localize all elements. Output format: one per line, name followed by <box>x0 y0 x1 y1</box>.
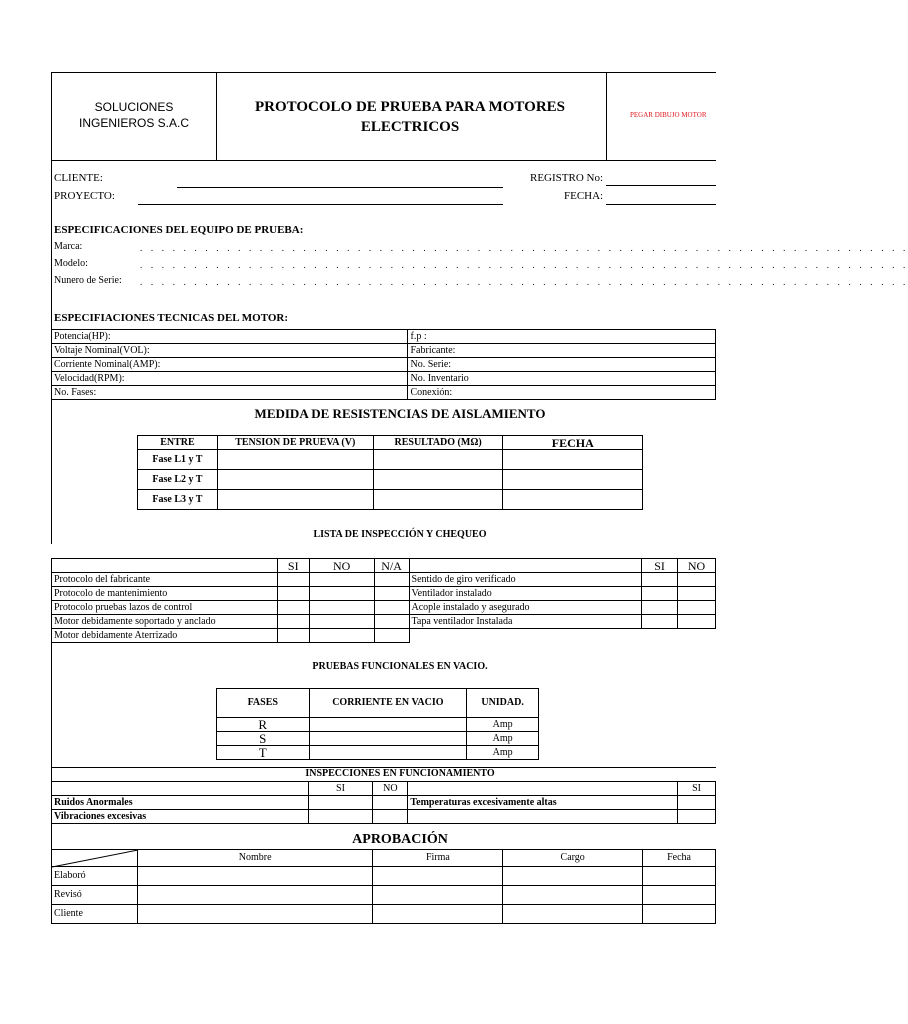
column-header: RESULTADO (MΩ) <box>373 436 503 450</box>
check-cell[interactable] <box>642 601 678 615</box>
company-name: SOLUCIONES INGENIEROS S.A.C <box>78 100 190 130</box>
check-cell[interactable] <box>374 573 409 587</box>
header-blank <box>408 782 678 796</box>
check-cell[interactable] <box>373 796 408 810</box>
header-divider-2 <box>606 72 607 160</box>
resultado-cell[interactable] <box>373 490 503 510</box>
check-cell[interactable] <box>309 629 374 643</box>
header-blank <box>52 782 309 796</box>
motor-spec-label[interactable]: No. Fases: <box>52 386 408 400</box>
header-blank <box>52 559 278 573</box>
registro-label: REGISTRO No: <box>530 172 604 184</box>
diagonal-header-cell <box>52 850 138 867</box>
fase-label: Fase L2 y T <box>138 470 218 490</box>
column-header: FASES <box>217 689 310 718</box>
equipo-dots-serie[interactable]: . . . . . . . . . . . . . . . . . . . . . . . . . . . . . . . . . . . . . . . . . . . . . . . . . . . . . . . . . . . . . . . . . . . . . . . <box>140 277 908 287</box>
column-header: SI <box>642 559 678 573</box>
check-cell[interactable] <box>373 810 408 824</box>
fase-label: Fase L1 y T <box>138 450 218 470</box>
cargo-cell[interactable] <box>503 905 643 924</box>
tension-cell[interactable] <box>217 450 373 470</box>
column-header: Cargo <box>503 850 643 867</box>
unidad-label: Amp <box>467 718 539 732</box>
motor-spec-label[interactable]: Fabricante: <box>408 344 716 358</box>
inspeccion-title: LISTA DE INSPECCIÓN Y CHEQUEO <box>313 529 487 540</box>
check-cell[interactable] <box>678 615 716 629</box>
inspection-item: Motor debidamente soportado y anclado <box>52 615 278 629</box>
motor-spec-label[interactable]: Voltaje Nominal(VOL): <box>52 344 408 358</box>
approval-role: Cliente <box>52 905 138 924</box>
table-header-row <box>52 850 716 867</box>
cargo-cell[interactable] <box>503 886 643 905</box>
corriente-cell[interactable] <box>309 746 467 760</box>
equipo-field-serie: Nunero de Serie: <box>54 275 122 286</box>
cliente-label: CLIENTE: <box>54 172 103 184</box>
column-header: N/A <box>374 559 409 573</box>
resultado-cell[interactable] <box>373 470 503 490</box>
check-cell[interactable] <box>642 573 678 587</box>
equipo-dots-modelo[interactable]: . . . . . . . . . . . . . . . . . . . . . . . . . . . . . . . . . . . . . . . . . . . . . . . . . . . . . . . . . . . . . . . . . . . . . . . <box>140 260 908 270</box>
inspection-item: Acople instalado y asegurado <box>409 601 642 615</box>
tension-cell[interactable] <box>217 470 373 490</box>
vacio-title: PRUEBAS FUNCIONALES EN VACIO. <box>312 661 488 672</box>
inspection-item: Tapa ventilador Instalada <box>409 615 642 629</box>
diagonal-line-icon <box>52 850 138 867</box>
fecha-cell[interactable] <box>503 450 643 470</box>
equipo-heading: ESPECIFICACIONES DEL EQUIPO DE PRUEBA: <box>54 224 304 236</box>
check-cell[interactable] <box>309 601 374 615</box>
fecha-field[interactable] <box>606 204 716 205</box>
table-row <box>52 330 716 344</box>
resultado-cell[interactable] <box>373 450 503 470</box>
check-cell[interactable] <box>374 587 409 601</box>
fecha-cell[interactable] <box>643 867 716 886</box>
inspection-item: Sentido de giro verificado <box>409 573 642 587</box>
equipo-field-modelo: Modelo: <box>54 258 88 269</box>
check-cell[interactable] <box>374 601 409 615</box>
aislamiento-table <box>137 435 643 510</box>
fecha-cell[interactable] <box>503 490 643 510</box>
nombre-cell[interactable] <box>137 905 373 924</box>
table-row <box>52 629 716 643</box>
blank-cell <box>642 629 678 643</box>
aprobacion-table <box>51 849 716 924</box>
column-header: Firma <box>373 850 503 867</box>
check-cell[interactable] <box>678 810 716 824</box>
check-cell[interactable] <box>678 573 716 587</box>
tension-cell[interactable] <box>217 490 373 510</box>
cargo-cell[interactable] <box>503 867 643 886</box>
check-cell[interactable] <box>277 573 309 587</box>
column-header: NO <box>309 559 374 573</box>
check-cell[interactable] <box>277 615 309 629</box>
column-header: Fecha <box>643 850 716 867</box>
column-header: UNIDAD. <box>467 689 539 718</box>
table-row <box>217 732 539 746</box>
table-row <box>52 886 716 905</box>
table-row <box>52 867 716 886</box>
table-row <box>52 344 716 358</box>
table-row <box>52 587 716 601</box>
table-row <box>52 358 716 372</box>
table-row <box>138 490 643 510</box>
fase-label: R <box>217 718 310 732</box>
equipo-dots-marca[interactable]: . . . . . . . . . . . . . . . . . . . . . . . . . . . . . . . . . . . . . . . . . . . . . . . . . . . . . . . . . . . . . . . . . . . . . . . <box>140 243 908 253</box>
check-cell[interactable] <box>374 629 409 643</box>
aprobacion-title: APROBACIÓN <box>352 832 448 847</box>
column-header: SI <box>678 782 716 796</box>
inspection-item: Protocolo pruebas lazos de control <box>52 601 278 615</box>
funcionamiento-table <box>51 781 716 824</box>
approval-role: Elaboró <box>52 867 138 886</box>
motor-specs-table <box>51 329 716 400</box>
equipo-field-marca: Marca: <box>54 241 83 252</box>
check-cell[interactable] <box>678 587 716 601</box>
table-row <box>138 450 643 470</box>
nombre-cell[interactable] <box>137 886 373 905</box>
column-header: NO <box>678 559 716 573</box>
check-cell[interactable] <box>678 796 716 810</box>
inspeccion-table <box>51 558 716 643</box>
check-cell[interactable] <box>277 587 309 601</box>
nombre-cell[interactable] <box>137 867 373 886</box>
column-header: TENSION DE PRUEVA (V) <box>217 436 373 450</box>
motor-spec-label[interactable]: No. Inventario <box>408 372 716 386</box>
firma-cell[interactable] <box>373 905 503 924</box>
inspection-item: Motor debidamente Aterrizado <box>52 629 278 643</box>
check-cell[interactable] <box>308 796 373 810</box>
motor-spec-label[interactable]: No. Serie: <box>408 358 716 372</box>
registro-field[interactable] <box>606 185 716 186</box>
firma-cell[interactable] <box>373 867 503 886</box>
inspection-item: Temperaturas excesivamente altas <box>408 796 678 810</box>
check-cell[interactable] <box>309 615 374 629</box>
table-header-row <box>217 689 539 718</box>
column-header: SI <box>308 782 373 796</box>
table-header-row <box>52 559 716 573</box>
table-row <box>138 470 643 490</box>
inspection-item: Protocolo de mantenimiento <box>52 587 278 601</box>
aislamiento-title: MEDIDA DE RESISTENCIAS DE AISLAMIENTO <box>254 406 546 421</box>
fase-label: Fase L3 y T <box>138 490 218 510</box>
fase-label: S <box>217 732 310 746</box>
inspection-item: Protocolo del fabricante <box>52 573 278 587</box>
table-row <box>217 718 539 732</box>
cliente-field[interactable] <box>177 187 503 188</box>
unidad-label: Amp <box>467 732 539 746</box>
check-cell[interactable] <box>642 615 678 629</box>
motor-image-placeholder: PEGAR DIBUJO MOTOR <box>630 111 707 119</box>
inspection-item: Ruidos Anormales <box>52 796 309 810</box>
motor-heading: ESPECIFIACIONES TECNICAS DEL MOTOR: <box>54 312 289 324</box>
header-blank <box>409 559 642 573</box>
fecha-cell[interactable] <box>643 905 716 924</box>
column-header: FECHA <box>503 436 643 450</box>
table-row <box>52 796 716 810</box>
table-header-row <box>138 436 643 450</box>
motor-spec-label[interactable]: Corriente Nominal(AMP): <box>52 358 408 372</box>
table-row <box>52 905 716 924</box>
blank-cell <box>408 810 678 824</box>
page-left-border <box>51 72 52 544</box>
proyecto-field[interactable] <box>138 204 503 205</box>
column-header: NO <box>373 782 408 796</box>
column-header: ENTRE <box>138 436 218 450</box>
column-header: CORRIENTE EN VACIO <box>309 689 467 718</box>
check-cell[interactable] <box>277 629 309 643</box>
check-cell[interactable] <box>309 573 374 587</box>
header-top-border <box>51 72 716 73</box>
vacio-table <box>216 688 539 760</box>
check-cell[interactable] <box>308 810 373 824</box>
column-header: Nombre <box>137 850 373 867</box>
approval-role: Revisó <box>52 886 138 905</box>
table-row <box>52 601 716 615</box>
check-cell[interactable] <box>642 587 678 601</box>
blank-cell <box>409 629 642 643</box>
fecha-cell[interactable] <box>503 470 643 490</box>
inspection-item: Vibraciones excesivas <box>52 810 309 824</box>
inspection-item: Ventilador instalado <box>409 587 642 601</box>
table-row <box>52 386 716 400</box>
check-cell[interactable] <box>309 587 374 601</box>
header-bottom-border <box>51 160 716 161</box>
header-divider-1 <box>216 72 217 160</box>
table-header-row <box>52 782 716 796</box>
corriente-cell[interactable] <box>309 732 467 746</box>
corriente-cell[interactable] <box>309 718 467 732</box>
check-cell[interactable] <box>678 601 716 615</box>
proyecto-label: PROYECTO: <box>54 190 115 202</box>
motor-spec-label[interactable]: Conexión: <box>408 386 716 400</box>
table-row <box>52 810 716 824</box>
table-row <box>52 372 716 386</box>
fase-label: T <box>217 746 310 760</box>
fecha-cell[interactable] <box>643 886 716 905</box>
blank-cell <box>678 629 716 643</box>
unidad-label: Amp <box>467 746 539 760</box>
fecha-label: FECHA: <box>564 190 604 202</box>
check-cell[interactable] <box>277 601 309 615</box>
firma-cell[interactable] <box>373 886 503 905</box>
funcionamiento-title: INSPECCIONES EN FUNCIONAMIENTO <box>305 768 495 779</box>
table-row <box>52 615 716 629</box>
motor-spec-label[interactable]: Velocidad(RPM): <box>52 372 408 386</box>
document-title: PROTOCOLO DE PRUEBA PARA MOTORES ELECTRICOS <box>254 99 566 135</box>
table-row <box>52 573 716 587</box>
motor-spec-label[interactable]: Potencia(HP): <box>52 330 408 344</box>
column-header: SI <box>277 559 309 573</box>
motor-spec-label[interactable]: f.p : <box>408 330 716 344</box>
table-row <box>217 746 539 760</box>
check-cell[interactable] <box>374 615 409 629</box>
